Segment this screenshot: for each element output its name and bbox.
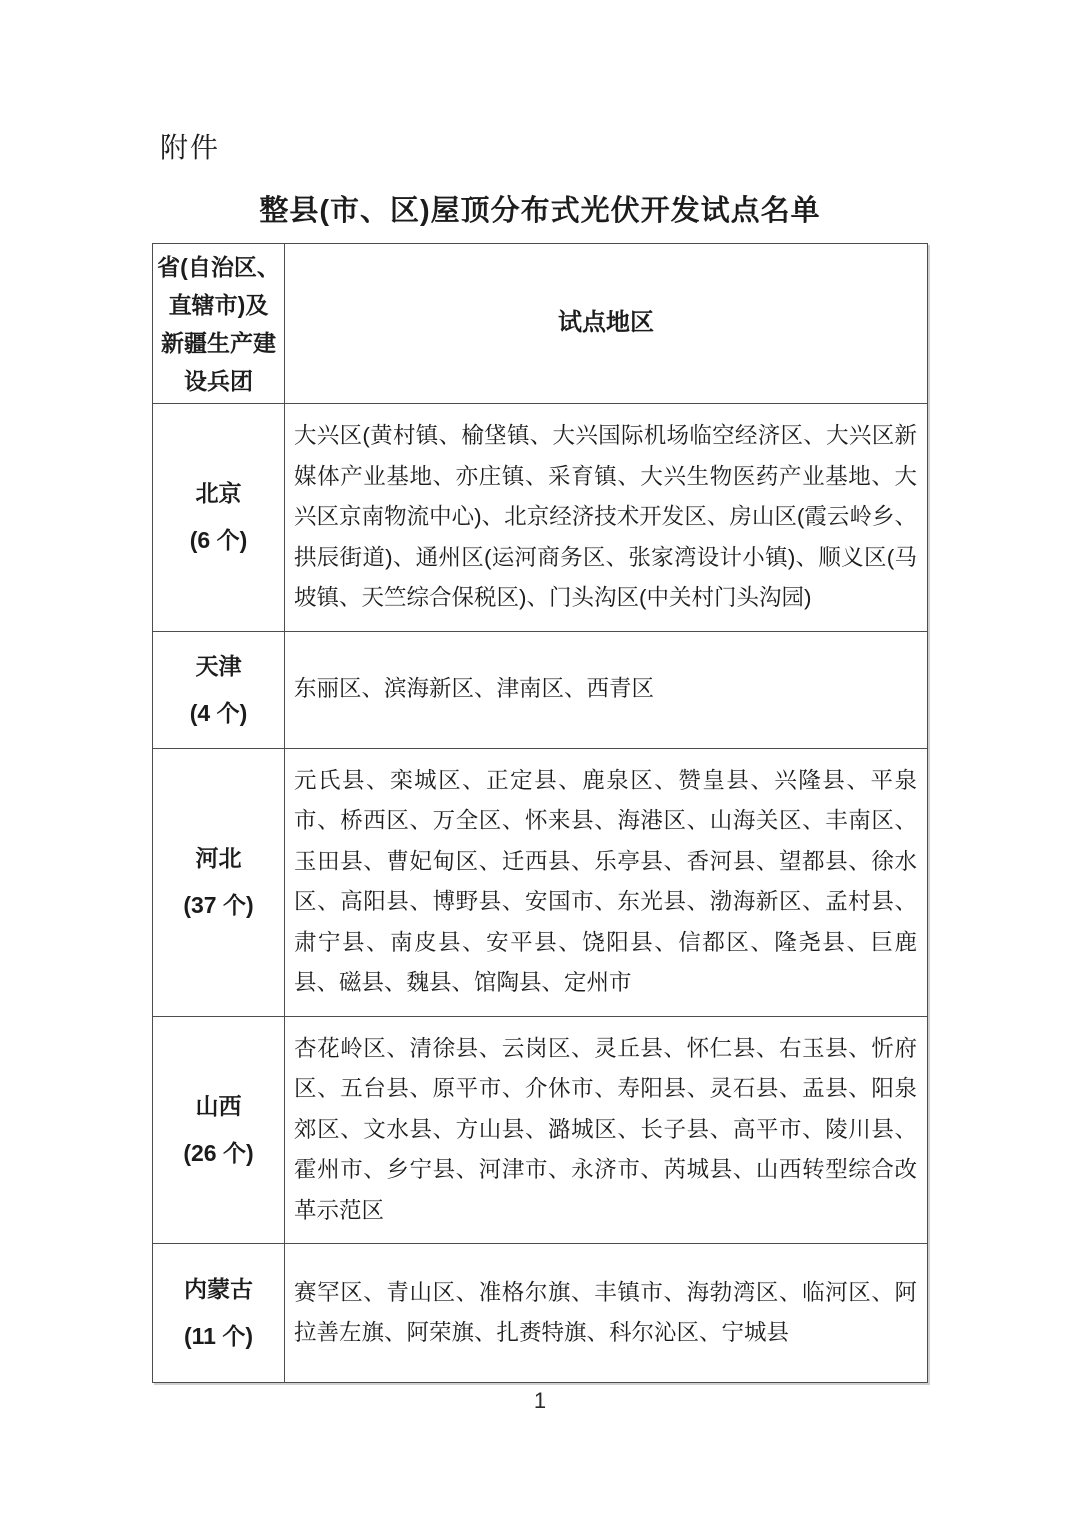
table-row-tianjin [153,631,927,748]
province-header-line: 直辖市)及 [168,291,269,318]
regions-cell [285,404,927,631]
regions-cell [285,1017,927,1244]
province-count: (6 个) [189,527,248,554]
regions-cell [285,749,927,1016]
regions-text: 大兴区(黄村镇、榆垡镇、大兴国际机场临空经济区、大兴区新媒体产业基地、亦庄镇、采育镇、大兴生物医药产业基地、大兴区京南物流中心)、北京经济技术开发区、房山区(霞云岭乡、拱辰街道)、通州区(运河商务区、张家湾设计小镇)、顺义区(马坡镇、天竺综合保税区)、门头沟区(中关村门头沟园) [294,423,917,610]
attachment-label: 附件 [160,132,221,163]
regions-cell [285,1244,927,1382]
province-count: (26 个) [183,1139,254,1166]
province-header-line: 新疆生产建 [161,329,276,356]
province-count: (37 个) [183,892,254,918]
province-count: (11 个) [183,1323,254,1349]
province-cell [153,1017,285,1244]
page-title: 整县(市、区)屋顶分布式光伏开发试点名单 [259,195,821,227]
regions-column-header [285,244,927,403]
province-cell [153,404,285,631]
province-name: 内蒙古 [184,1276,253,1302]
province-header-line: 设兵团 [184,367,253,394]
regions-text: 东丽区、滨海新区、津南区、西青区 [294,676,655,702]
regions-text: 赛罕区、青山区、准格尔旗、丰镇市、海勃湾区、临河区、阿拉善左旗、阿荣旗、扎赉特旗、科尔沁区、宁城县 [294,1279,917,1345]
regions-header-label: 试点地区 [558,309,654,337]
province-column-header [153,244,285,403]
table-row-hebei [153,748,927,1016]
province-header-line: 省(自治区、 [157,253,280,280]
pilot-areas-table [152,243,928,1383]
regions-text: 元氏县、栾城区、正定县、鹿泉区、赞皇县、兴隆县、平泉市、桥西区、万全区、怀来县、海港区、山海关区、丰南区、玉田县、曹妃甸区、迁西县、乐亭县、香河县、望都县、徐水区、高阳县、博野县、安国市、东光县、渤海新区、孟村县、肃宁县、南皮县、安平县、饶阳县、信都区、隆尧县、巨鹿县、磁县、魏县、馆陶县、定州市 [294,767,917,995]
province-name: 天津 [195,652,242,679]
province-name: 山西 [195,1092,242,1119]
regions-cell [285,632,927,748]
province-count: (4 个) [189,699,248,726]
province-name: 北京 [195,480,242,507]
table-row-shanxi [153,1016,927,1244]
page-number: 1 [533,1388,547,1413]
province-cell [153,749,285,1016]
regions-text: 杏花岭区、清徐县、云岗区、灵丘县、怀仁县、右玉县、忻府区、五台县、原平市、介休市、寿阳县、灵石县、盂县、阳泉郊区、文水县、方山县、潞城区、长子县、高平市、陵川县、霍州市、乡宁县、河津市、永济市、芮城县、山西转型综合改革示范区 [294,1035,917,1223]
table-row-beijing [153,403,927,631]
table-header-row [153,244,927,403]
table-row-neimenggu [153,1243,927,1382]
province-cell [153,1244,285,1382]
province-name: 河北 [195,845,242,871]
province-cell [153,632,285,748]
